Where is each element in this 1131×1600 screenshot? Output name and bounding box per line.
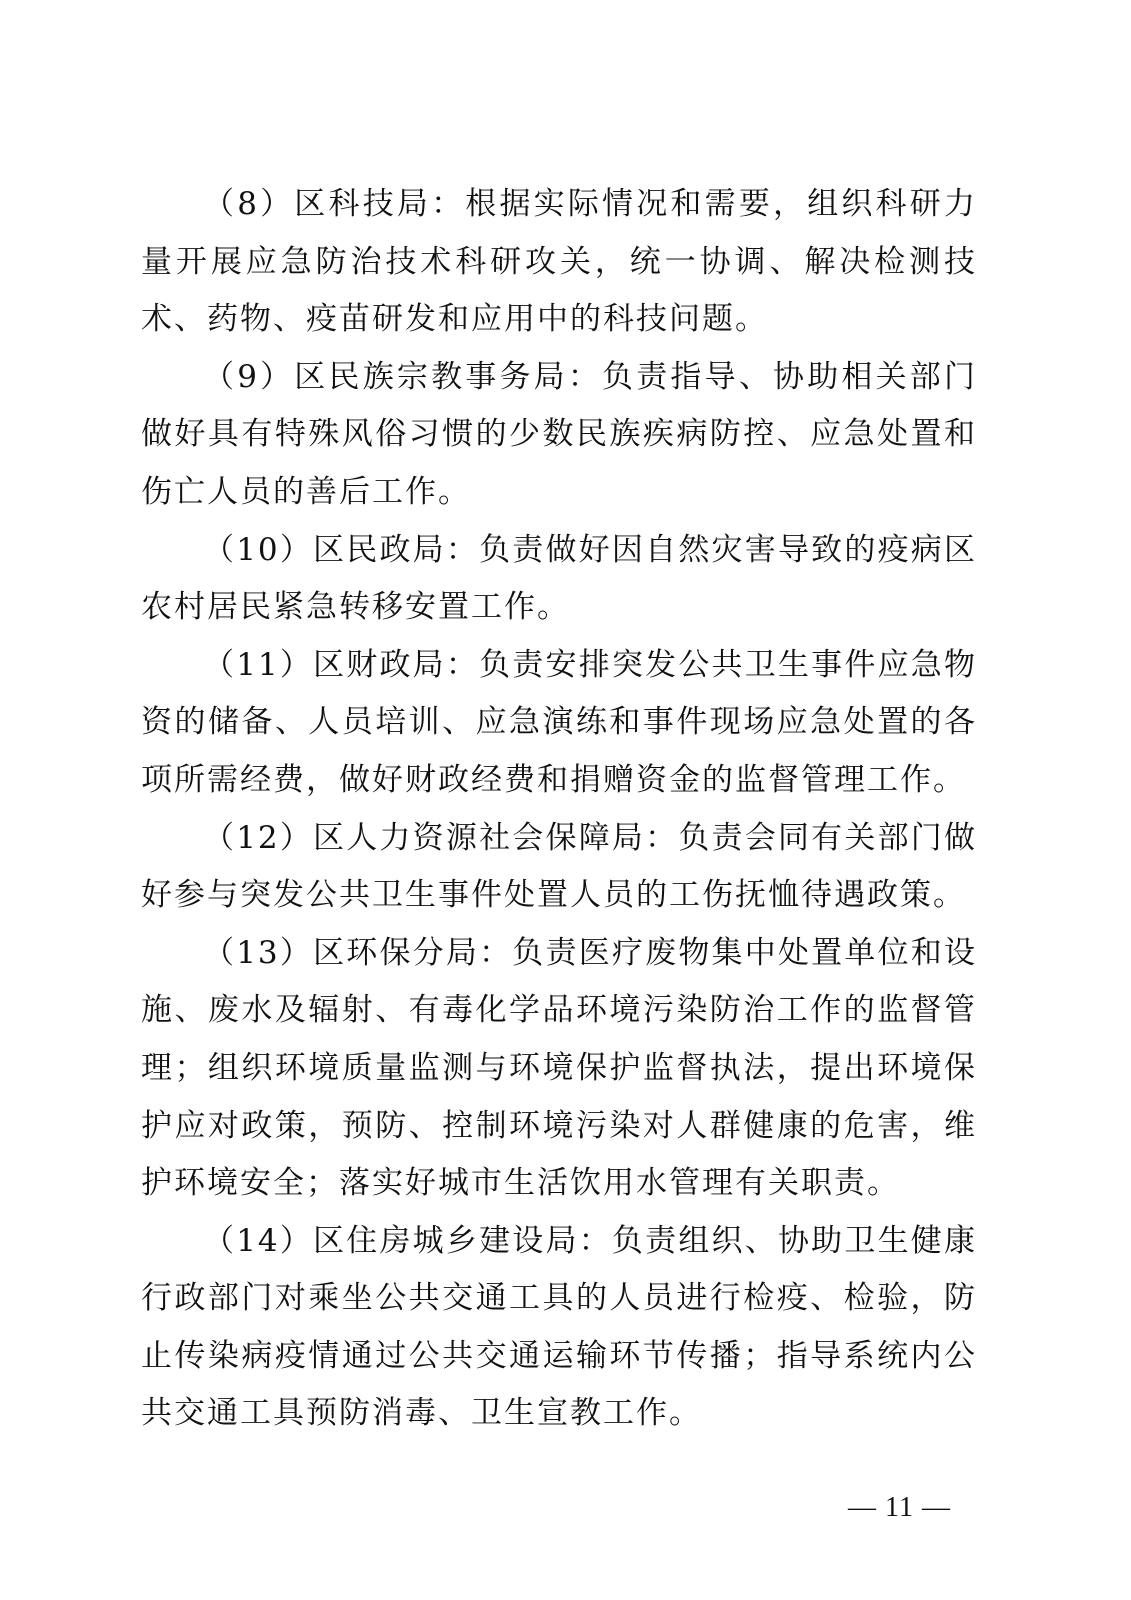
paragraph-item-13: （13）区环保分局：负责医疗废物集中处置单位和设施、废水及辐射、有毒化学品环境污染防治工作的监督管理；组织环境质量监测与环境保护监督执法，提出环境保护应对政策，预防、控制环境污染对人群健康的危害，维护环境安全；落实好城市生活饮用水管理有关职责。	[141, 934, 977, 1202]
page-number: — 11 —	[848, 1492, 951, 1523]
paragraph-item-10: （10）区民政局：负责做好因自然灾害导致的疫病区农村居民紧急转移安置工作。	[141, 531, 977, 626]
paragraph-item-9: （9）区民族宗教事务局：负责指导、协助相关部门做好具有特殊风俗习惯的少数民族疾病防控、应急处置和伤亡人员的善后工作。	[141, 358, 977, 510]
paragraph-item-12: （12）区人力资源社会保障局：负责会同有关部门做好参与突发公共卫生事件处置人员的工伤抚恤待遇政策。	[141, 819, 977, 914]
paragraph-item-11: （11）区财政局：负责安排突发公共卫生事件应急物资的储备、人员培训、应急演练和事件现场应急处置的各项所需经费，做好财政经费和捐赠资金的监督管理工作。	[141, 646, 977, 798]
document-body	[141, 176, 977, 1443]
paragraph-item-14: （14）区住房城乡建设局：负责组织、协助卫生健康行政部门对乘坐公共交通工具的人员进行检疫、检验，防止传染病疫情通过公共交通运输环节传播；指导系统内公共交通工具预防消毒、卫生宣教工作。	[141, 1222, 977, 1432]
paragraph-item-8: （8）区科技局：根据实际情况和需要，组织科研力量开展应急防治技术科研攻关，统一协调、解决检测技术、药物、疫苗研发和应用中的科技问题。	[141, 186, 977, 338]
